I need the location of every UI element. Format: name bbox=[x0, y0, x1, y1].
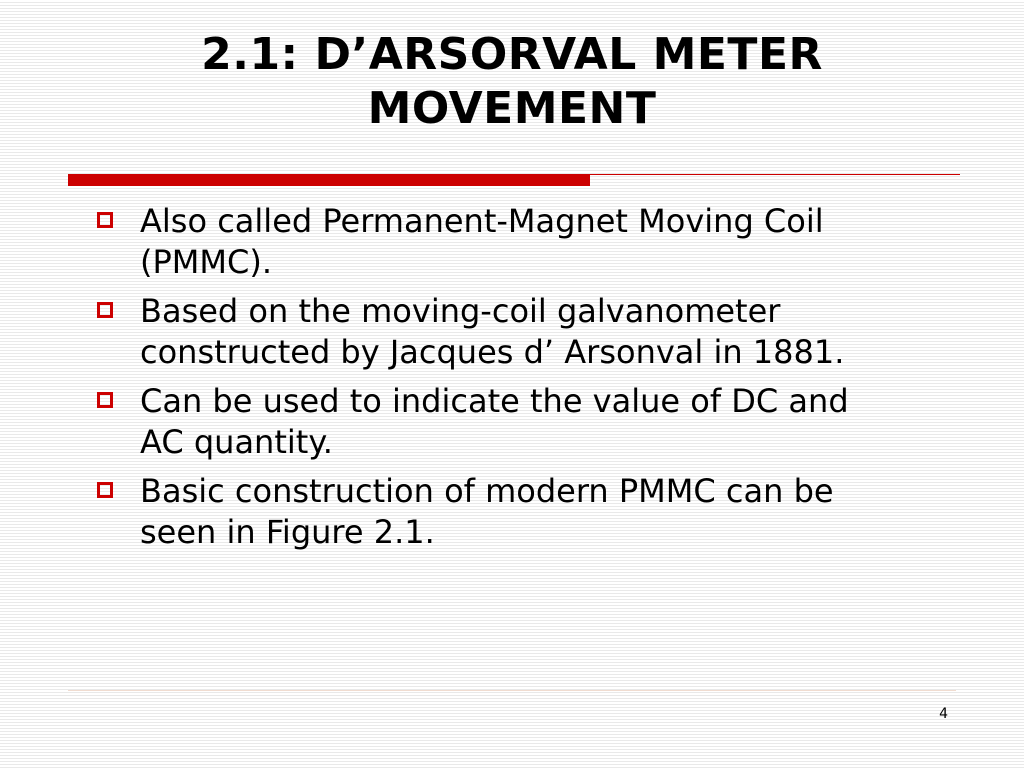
hollow-square-bullet-icon bbox=[97, 482, 113, 498]
bullet-text-line-2: constructed by Jacques d’ Arsonval in 1881. bbox=[140, 333, 845, 371]
bullet-item-dc-ac bbox=[92, 381, 972, 463]
title-underline-thick bbox=[68, 174, 590, 186]
bullet-text-line-2: (PMMC). bbox=[140, 243, 272, 281]
bullet-list bbox=[92, 201, 972, 561]
bullet-text-line-2: AC quantity. bbox=[140, 423, 333, 461]
slide-title-line-2: MOVEMENT bbox=[367, 83, 657, 134]
bullet-text-line-1: Based on the moving-coil galvanometer bbox=[140, 292, 781, 330]
bullet-text-line-1: Can be used to indicate the value of DC and bbox=[140, 382, 849, 420]
bullet-text-line-1: Also called Permanent-Magnet Moving Coil bbox=[140, 202, 824, 240]
bullet-item-galvanometer bbox=[92, 291, 972, 373]
bullet-item-pmmc bbox=[92, 201, 972, 283]
hollow-square-bullet-icon bbox=[97, 302, 113, 318]
slide-title bbox=[60, 28, 964, 136]
page-number: 4 bbox=[939, 706, 948, 722]
bullet-text-line-1: Basic construction of modern PMMC can be bbox=[140, 472, 834, 510]
bullet-text-line-2: seen in Figure 2.1. bbox=[140, 513, 435, 551]
slide-title-line-1: 2.1: D’ARSORVAL METER bbox=[201, 29, 823, 80]
bullet-item-construction bbox=[92, 471, 972, 553]
hollow-square-bullet-icon bbox=[97, 212, 113, 228]
hollow-square-bullet-icon bbox=[97, 392, 113, 408]
title-underline-thin bbox=[590, 174, 960, 175]
footer-divider bbox=[68, 690, 956, 691]
